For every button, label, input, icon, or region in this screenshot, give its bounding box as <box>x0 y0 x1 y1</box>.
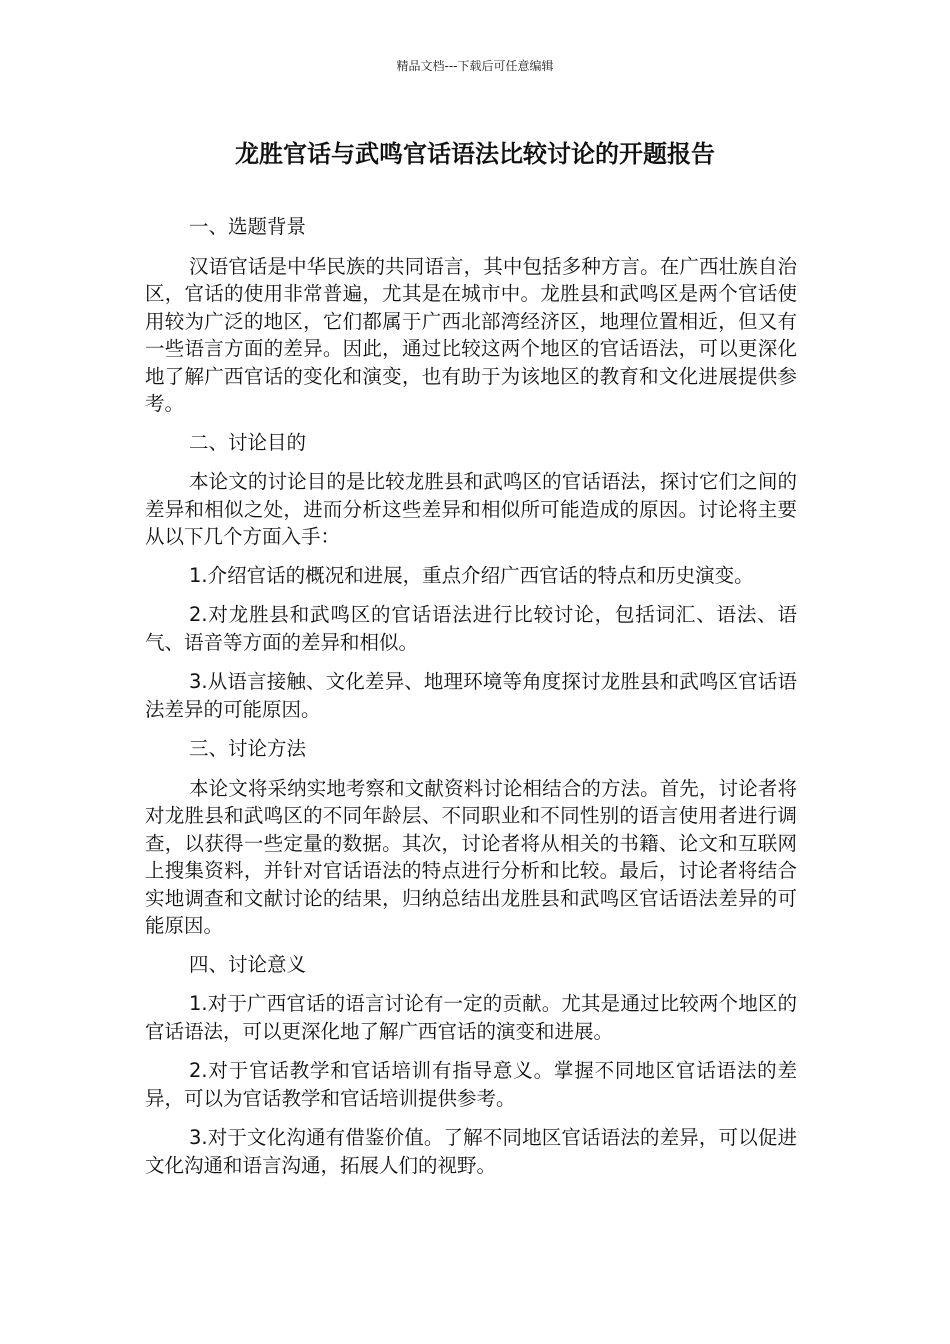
paragraph: 汉语官话是中华民族的共同语言，其中包括多种方言。在广西壮族自治区，官话的使用非常普遍，尤其是在城市中。龙胜县和武鸣区是两个官话使用较为广泛的地区，它们都属于广西北部湾经济区，地理位置相近，但又有一些语言方面的差异。因此，通过比较这两个地区的官话语法，可以更深化地了解广西官话的变化和演变，也有助于为该地区的教育和文化进展提供参考。 <box>145 254 797 415</box>
document-body <box>145 213 797 1191</box>
section-heading: 一、选题背景 <box>189 215 307 238</box>
section-significance <box>145 951 797 1180</box>
document-title: 龙胜官话与武鸣官话语法比较讨论的开题报告 <box>235 140 715 168</box>
list-item: 2.对龙胜县和武鸣区的官话语法进行比较讨论，包括词汇、语法、语气、语音等方面的差异和相似。 <box>145 603 797 654</box>
paragraph: 本论文的讨论目的是比较龙胜县和武鸣区的官话语法，探讨它们之间的差异和相似之处，进而分析这些差异和相似所可能造成的原因。讨论将主要从以下几个方面入手： <box>145 470 797 548</box>
section-purpose <box>145 429 797 724</box>
list-item: 2.对于官话教学和官话培训有指导意义。掌握不同地区官话语法的差异，可以为官话教学和官话培训提供参考。 <box>145 1059 797 1110</box>
section-heading: 四、讨论意义 <box>189 952 307 976</box>
section-method <box>145 735 797 940</box>
list-item: 1.介绍官话的概况和进展，重点介绍广西官话的特点和历史演变。 <box>189 563 754 587</box>
list-item: 3.对于文化沟通有借鉴价值。了解不同地区官话语法的差异，可以促进文化沟通和语言沟通，拓展人们的视野。 <box>145 1126 797 1177</box>
paragraph: 本论文将采纳实地考察和文献资料讨论相结合的方法。首先，讨论者将对龙胜县和武鸣区的不同年龄层、不同职业和不同性别的语言使用者进行调查，以获得一些定量的数据。其次，讨论者将从相关的书籍、论文和互联网上搜集资料，并针对官话语法的特点进行分析和比较。最后，讨论者将结合实地调查和文献讨论的结果，归纳总结出龙胜县和武鸣区官话语法差异的可能原因。 <box>145 776 797 937</box>
section-background <box>145 213 797 418</box>
list-item: 3.从语言接触、文化差异、地理环境等角度探讨龙胜县和武鸣区官话语法差异的可能原因。 <box>145 670 797 721</box>
section-heading: 二、讨论目的 <box>189 430 307 454</box>
page-header-watermark: 精品文档---下载后可任意编辑 <box>396 59 554 73</box>
section-heading: 三、讨论方法 <box>189 737 307 760</box>
list-item: 1.对于广西官话的语言讨论有一定的贡献。尤其是通过比较两个地区的官话语法，可以更深化地了解广西官话的演变和进展。 <box>145 992 797 1043</box>
